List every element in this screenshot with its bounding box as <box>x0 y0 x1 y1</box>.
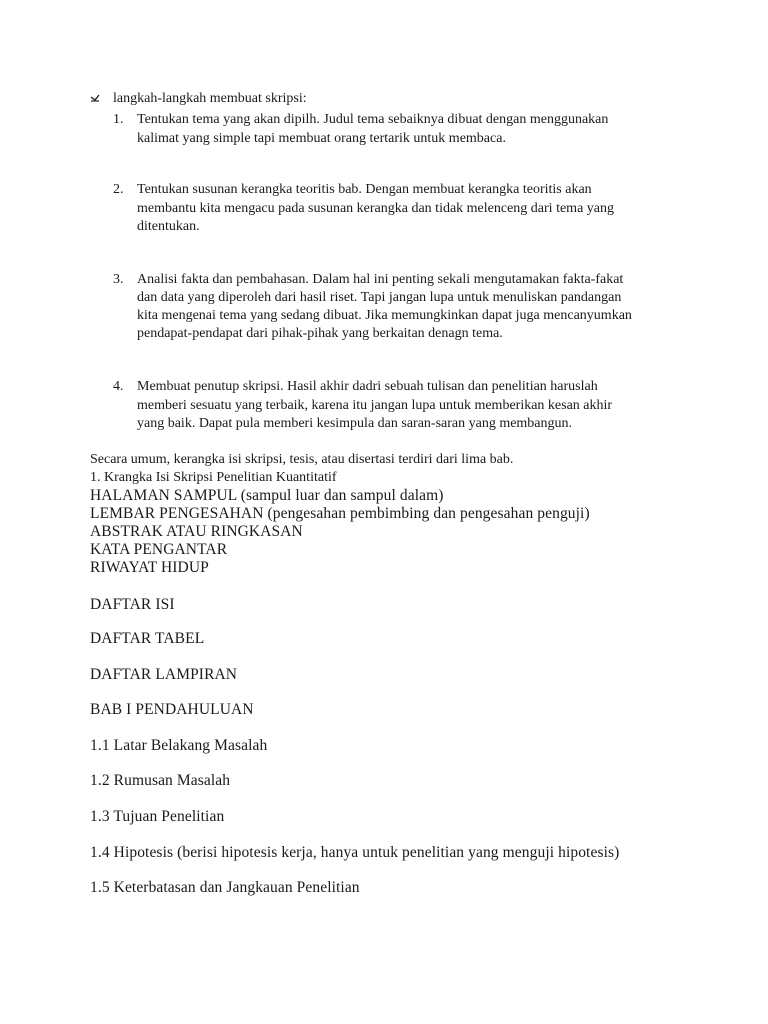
section-1-3: 1.3 Tujuan Penelitian <box>90 808 225 825</box>
section-1-2: 1.2 Rumusan Masalah <box>90 772 231 789</box>
list-item-line: yang baik. Dapat pula memberi kesimpula dan saran-saran yang membangun. <box>137 416 573 431</box>
list-item-line: dan data yang diperoleh dari hasil riset. Tapi jangan lupa untuk menuliskan pandangan <box>137 290 622 305</box>
halaman-sampul: HALAMAN SAMPUL (sampul luar dan sampul dalam) <box>90 487 444 504</box>
section-1-1: 1.1 Latar Belakang Masalah <box>90 737 268 754</box>
section-daftar-isi: DAFTAR ISI <box>90 596 175 613</box>
section-1-5: 1.5 Keterbatasan dan Jangkauan Penelitian <box>90 879 360 896</box>
list-item-number: 4. <box>113 379 124 394</box>
list-item-line: Membuat penutup skripsi. Hasil akhir dadri sebuah tulisan dan penelitian haruslah <box>137 379 598 394</box>
list-item-line: memberi sesuatu yang terbaik, karena itu jangan lupa untuk memberikan kesan akhir <box>137 398 613 413</box>
list-item-number: 2. <box>113 182 124 197</box>
section-bab-1: BAB I PENDAHULUAN <box>90 701 254 718</box>
list-item-line: membantu kita mengacu pada susunan kerangka dan tidak melenceng dari tema yang <box>137 201 614 216</box>
riwayat-hidup: RIWAYAT HIDUP <box>90 559 209 576</box>
general-statement: Secara umum, kerangka isi skripsi, tesis, atau disertasi terdiri dari lima bab. <box>90 452 514 467</box>
kata-pengantar: KATA PENGANTAR <box>90 541 228 558</box>
section-1-4: 1.4 Hipotesis (berisi hipotesis kerja, hanya untuk penelitian yang menguji hipotesis) <box>90 844 620 861</box>
steps-heading: langkah-langkah membuat skripsi: <box>113 91 307 106</box>
list-item-number: 1. <box>113 112 124 127</box>
abstrak: ABSTRAK ATAU RINGKASAN <box>90 523 303 540</box>
list-item-line: pendapat-pendapat dari pihak-pihak yang berkaitan denagn tema. <box>137 326 503 341</box>
list-item-line: kalimat yang simple tapi membuat orang tertarik untuk membaca. <box>137 131 506 146</box>
list-item-line: Tentukan tema yang akan dipilh. Judul tema sebaiknya dibuat dengan menggunakan <box>137 112 609 127</box>
framework-heading: 1. Krangka Isi Skripsi Penelitian Kuantitatif <box>90 470 337 485</box>
checkmark-bullet-icon <box>89 94 101 106</box>
list-item-number: 3. <box>113 272 124 287</box>
list-item-line: Tentukan susunan kerangka teoritis bab. Dengan membuat kerangka teoritis akan <box>137 182 592 197</box>
list-item-line: ditentukan. <box>137 219 200 234</box>
list-item-line: kita mengenai tema yang sedang dibuat. Jika memungkinkan dapat juga mencanyumkan <box>137 308 632 323</box>
section-daftar-tabel: DAFTAR TABEL <box>90 630 205 647</box>
section-daftar-lampiran: DAFTAR LAMPIRAN <box>90 666 238 683</box>
list-item-line: Analisi fakta dan pembahasan. Dalam hal ini penting sekali mengutamakan fakta-fakat <box>137 272 624 287</box>
lembar-pengesahan: LEMBAR PENGESAHAN (pengesahan pembimbing dan pengesahan penguji) <box>90 505 590 522</box>
